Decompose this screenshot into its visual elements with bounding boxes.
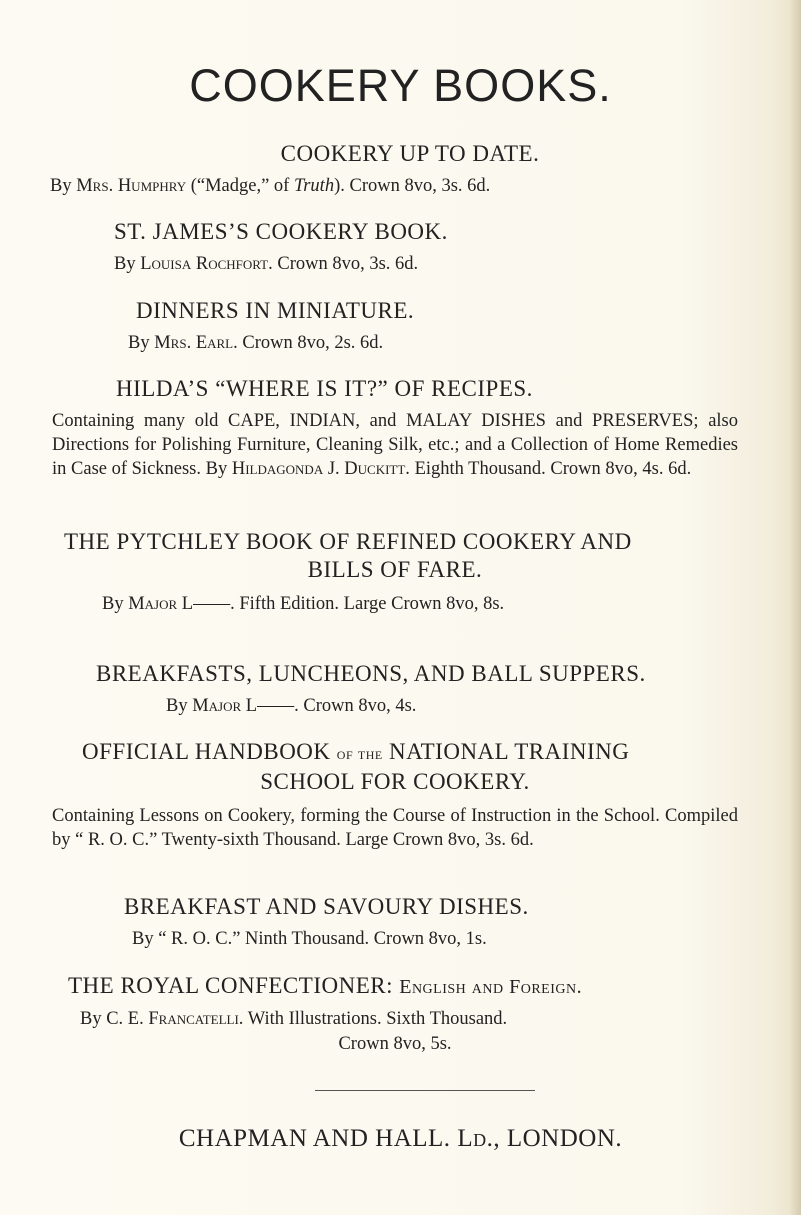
book-author: Louisa Rochfort.	[140, 254, 273, 274]
book-title: BREAKFASTS, LUNCHEONS, AND BALL SUPPERS.	[96, 661, 646, 686]
publisher-imprint: CHAPMAN AND HALL. Ld., LONDON.	[178, 1125, 623, 1152]
book-entry-breakfast-savoury	[52, 893, 738, 952]
page-title: COOKERY BOOKS.	[189, 60, 612, 111]
periodical-name: Truth	[293, 176, 335, 196]
book-author: Hildagonda J. Duckitt.	[231, 459, 410, 479]
book-byline: By Louisa Rochfort. Crown 8vo, 3s. 6d.	[114, 254, 419, 274]
book-byline-continued: Crown 8vo, 5s.	[338, 1034, 452, 1054]
book-title: HILDA’S “WHERE IS IT?” OF RECIPES.	[116, 376, 533, 401]
book-title: DINNERS IN MINIATURE.	[136, 298, 415, 323]
book-title-continued: SCHOOL FOR COOKERY.	[260, 769, 530, 794]
book-entry-hildas	[52, 375, 738, 481]
book-title: OFFICIAL HANDBOOK of the NATIONAL TRAINING	[82, 739, 630, 764]
book-entry-official-handbook	[52, 738, 738, 852]
divider	[315, 1090, 535, 1091]
book-title-continued: BILLS OF FARE.	[307, 557, 483, 582]
book-description: Containing Lessons on Cookery, forming the Course of Instruction in the School. Compiled by “ R. O. C.” Twenty-sixth Thousand. Large Crown 8vo, 3s. 6d.	[52, 806, 738, 850]
book-description: Containing many old CAPE, INDIAN, and MALAY DISHES and PRESERVES; also Directions for Polishing Furniture, Cleaning Silk, etc.; and a Collection of Home Remedies in Case of Sickness. By Hildagonda J. Duckitt. Eighth Thousand. Crown 8vo, 4s. 6d.	[52, 411, 738, 479]
book-entry-cookery-up-to-date	[50, 140, 730, 199]
book-title: ST. JAMES’S COOKERY BOOK.	[114, 219, 448, 244]
book-byline: By Major L——. Fifth Edition. Large Crown 8vo, 8s.	[102, 594, 505, 614]
book-entry-pytchley	[52, 528, 738, 617]
book-author: Mrs. Humphry	[76, 176, 187, 196]
book-byline: By C. E. Francatelli. With Illustrations. Sixth Thousand.	[80, 1009, 508, 1029]
page-edge-shadow	[789, 0, 801, 1215]
book-title: THE ROYAL CONFECTIONER: English and Foreign.	[68, 973, 583, 998]
book-author: Mrs. Earl.	[154, 333, 238, 353]
book-byline: By Major L——. Crown 8vo, 4s.	[166, 696, 417, 716]
book-byline: By “ R. O. C.” Ninth Thousand. Crown 8vo, 1s.	[132, 929, 487, 949]
book-author: Major L——.	[192, 696, 299, 716]
book-byline: By Mrs. Earl. Crown 8vo, 2s. 6d.	[128, 333, 384, 353]
book-entry-royal-confectioner	[52, 972, 738, 1057]
book-author: C. E. Francatelli.	[106, 1009, 244, 1029]
book-entry-dinners-in-miniature	[90, 297, 730, 356]
book-author: Major L——.	[128, 594, 235, 614]
book-title: BREAKFAST AND SAVOURY DISHES.	[124, 894, 529, 919]
book-title: THE PYTCHLEY BOOK OF REFINED COOKERY AND	[64, 529, 632, 554]
book-title: COOKERY UP TO DATE.	[280, 141, 540, 166]
book-entry-st-jamess	[90, 218, 730, 277]
book-byline: By Mrs. Humphry (“Madge,” of Truth). Crown 8vo, 3s. 6d.	[50, 176, 491, 196]
book-entry-breakfasts-luncheons	[52, 660, 738, 719]
